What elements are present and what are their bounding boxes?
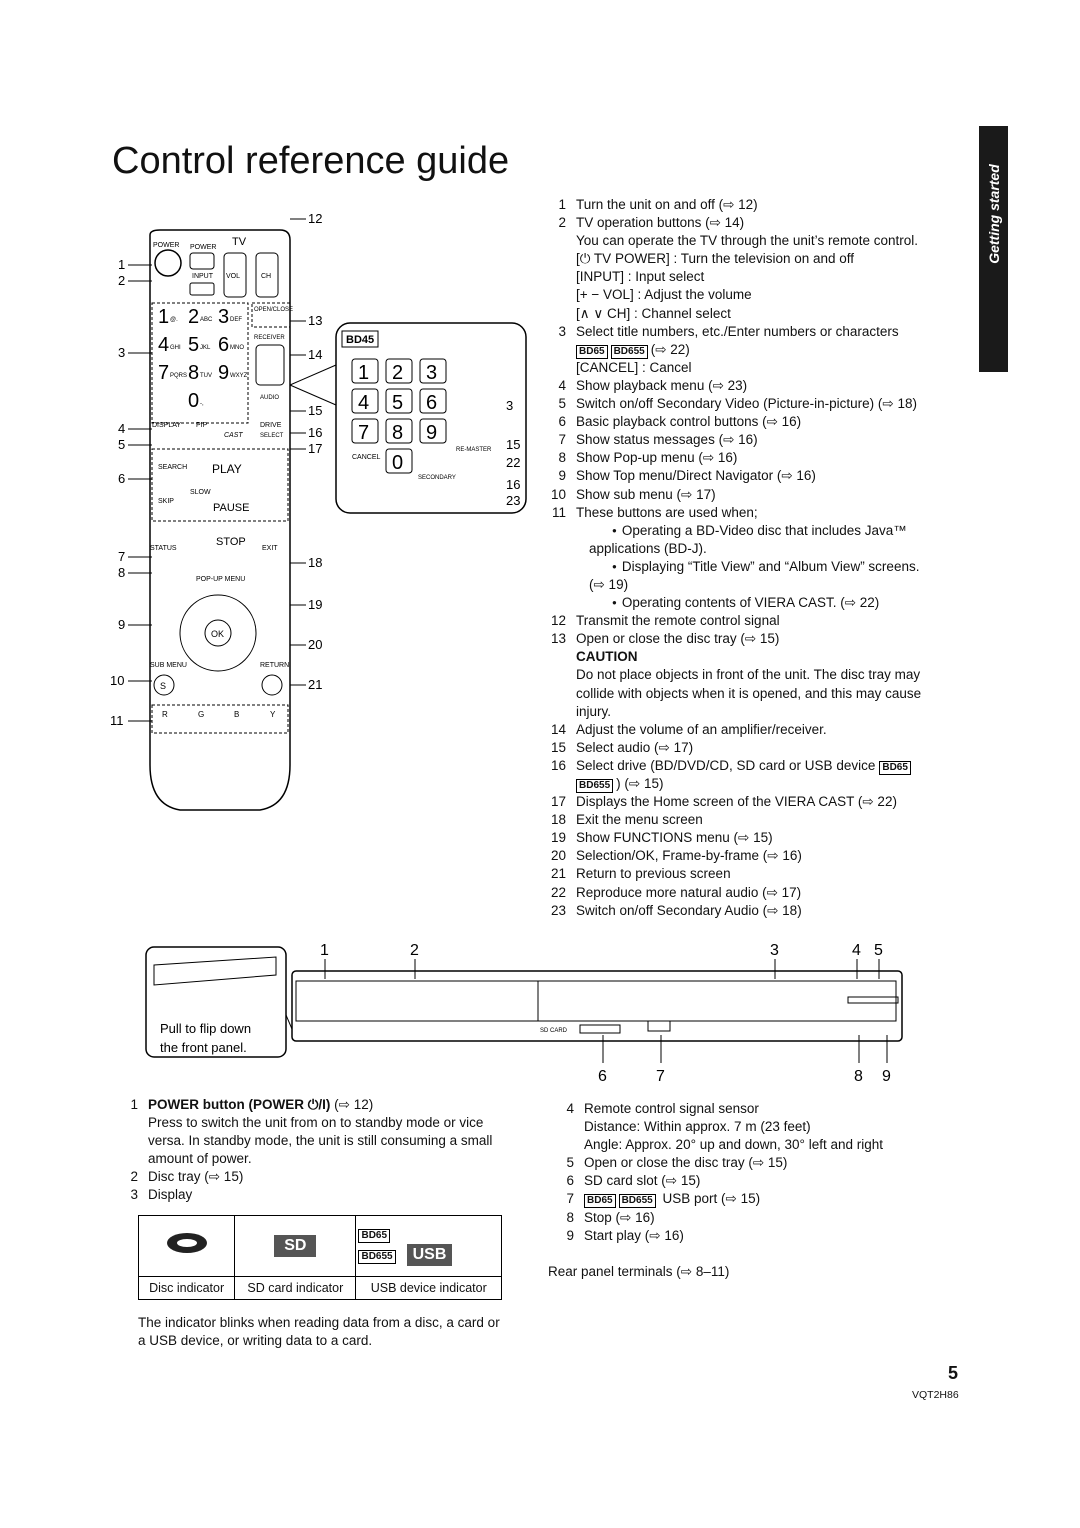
list-item — [540, 522, 952, 540]
item-number: 9 — [558, 468, 566, 484]
zoom-digit-key: 1 — [358, 362, 370, 384]
callout-right: 16 — [308, 425, 323, 440]
item-text: [∧ ∨ CH] : Channel select — [576, 305, 731, 321]
btn-open-close: OPEN/CLOSE — [254, 307, 294, 313]
item-text: Select audio (⇨ 17) — [576, 739, 694, 755]
item-text: Switch on/off Secondary Audio (⇨ 18) — [576, 902, 802, 918]
zoom-cancel: CANCEL — [352, 454, 381, 461]
callout-right: 21 — [308, 677, 323, 692]
callout-zoom: 16 — [506, 477, 521, 492]
item-number: 13 — [550, 631, 566, 647]
zoom-remaster: RE-MASTER — [456, 447, 492, 453]
sd-indicator-cell — [235, 1215, 356, 1276]
front-callout-bottom: 8 — [854, 1068, 863, 1085]
btn-y: Y — [270, 710, 276, 719]
list-item — [540, 250, 952, 268]
btn-pip: PIP — [196, 422, 208, 429]
btn-ch: CH — [261, 273, 272, 280]
disc-tray-item: Disc tray (⇨ 15) — [148, 1169, 244, 1185]
digit-letters: DEF — [230, 317, 242, 323]
item-number — [540, 594, 576, 612]
list-item — [540, 486, 952, 504]
front-callout-bottom: 9 — [882, 1068, 891, 1085]
callout-left: 11 — [110, 713, 124, 728]
list-item — [540, 612, 952, 630]
digit-key: 0 — [188, 390, 200, 412]
btn-stop: STOP — [216, 536, 246, 548]
item-number — [540, 359, 576, 377]
item-text: [+ − VOL] : Adjust the volume — [576, 287, 752, 303]
item-text: [⏻ TV POWER] : Turn the television on and off — [576, 251, 855, 267]
callout-right: 13 — [308, 313, 323, 328]
list-item — [540, 341, 952, 359]
bd45-zoom-panel — [336, 323, 526, 513]
callouts-left — [110, 257, 152, 728]
callout-left: 6 — [118, 471, 126, 486]
list-item — [540, 467, 952, 485]
inset-caption-2: the front panel. — [160, 1040, 247, 1055]
item-text: BD65 BD655 (⇨ 22) — [576, 341, 952, 359]
digit-letters: @. — [170, 317, 178, 323]
front-callout-top: 2 — [410, 942, 419, 959]
callout-right: 20 — [308, 637, 323, 652]
list-item — [540, 829, 952, 847]
doc-code: VQT2H86 — [912, 1389, 959, 1401]
list-item — [540, 413, 952, 431]
item-text: BD655 ) (⇨ 15) — [576, 775, 952, 793]
item-text: Switch on/off Secondary Video (Picture-in-picture) (⇨ 18) — [576, 396, 917, 412]
item-text: Show sub menu (⇨ 17) — [576, 486, 716, 502]
list-item — [540, 377, 952, 395]
item-number: 19 — [550, 830, 566, 846]
btn-ok: OK — [211, 629, 225, 639]
callouts-zoom — [506, 398, 520, 508]
item-text: [INPUT] : Input select — [576, 269, 705, 285]
list-item — [540, 359, 952, 377]
list-item — [540, 648, 952, 666]
zoom-digit-key: 0 — [392, 452, 404, 474]
list-item — [540, 902, 952, 920]
front-callout-bottom: 7 — [656, 1068, 665, 1085]
item-number: 1 — [130, 1097, 138, 1112]
item-number: 22 — [550, 884, 566, 900]
digit-letters: PQRS — [170, 373, 188, 379]
digit-key: 5 — [188, 334, 200, 356]
callout-right: 12 — [308, 211, 323, 226]
item-text: (⇨ 19) — [589, 576, 629, 592]
item-text: You can operate the TV through the unit’s remote control. — [576, 233, 918, 249]
item-number: 4 — [558, 377, 566, 393]
btn-sub-menu: SUB MENU — [150, 662, 187, 669]
list-item — [540, 884, 952, 902]
item-number — [540, 775, 576, 793]
item-text: Select title numbers, etc./Enter numbers or characters — [576, 323, 899, 339]
callout-right: 14 — [308, 347, 323, 362]
callout-zoom: 3 — [506, 398, 514, 413]
digit-key: 9 — [218, 362, 230, 384]
item-number: 10 — [550, 486, 566, 502]
item-text: These buttons are used when; — [576, 504, 758, 520]
callout-zoom: 22 — [506, 455, 521, 470]
item-number: 2 — [130, 1169, 138, 1185]
zoom-label: BD45 — [346, 334, 375, 346]
item-text: Transmit the remote control signal — [576, 613, 780, 629]
callout-left: 3 — [118, 345, 126, 360]
item-number: 23 — [550, 902, 566, 918]
item-number: 16 — [550, 757, 566, 773]
item-text: Exit the menu screen — [576, 812, 703, 828]
item-text: Return to previous screen — [576, 866, 731, 882]
btn-audio: AUDIO — [260, 395, 280, 401]
btn-tv: TV — [232, 236, 247, 248]
item-text: CAUTION — [576, 649, 638, 665]
callout-zoom: 15 — [506, 437, 521, 452]
list-item — [540, 395, 952, 413]
btn-s: S — [160, 681, 167, 691]
btn-display: DISPLAY — [152, 422, 182, 429]
item-number: 17 — [550, 794, 566, 810]
digit-key: 3 — [218, 306, 230, 328]
list-item — [540, 865, 952, 883]
callout-left: 5 — [118, 437, 126, 452]
item-text: Adjust the volume of an amplifier/receiver. — [576, 721, 827, 737]
usb-icon: USB — [407, 1244, 453, 1266]
digit-letters: ABC — [200, 317, 213, 323]
item-number: 8 — [558, 450, 566, 466]
btn-g: G — [198, 710, 205, 719]
item-text: Show status messages (⇨ 16) — [576, 432, 758, 448]
item-number — [540, 305, 576, 323]
item-text: Turn the unit on and off (⇨ 12) — [576, 197, 758, 212]
indicator-note: The indicator blinks when reading data from a disc, a card or a USB device, or writing data to a card. — [138, 1314, 500, 1348]
digit-key: 6 — [218, 334, 230, 356]
btn-status: STATUS — [150, 545, 177, 552]
btn-pause: PAUSE — [213, 502, 250, 514]
page-number: 5 — [948, 1363, 959, 1383]
item-number: 1 — [558, 197, 566, 212]
callout-left: 4 — [118, 421, 126, 436]
item-number: 20 — [550, 848, 566, 864]
digit-key: 7 — [158, 362, 170, 384]
list-item — [540, 775, 952, 793]
callout-right: 19 — [308, 597, 323, 612]
zoom-digit-key: 8 — [392, 422, 404, 444]
item-number: 3 — [558, 323, 566, 339]
list-item — [540, 793, 952, 811]
item-number: 3 — [130, 1187, 138, 1203]
power-button-title: POWER button (POWER ⏻/I) — [148, 1097, 331, 1112]
disc-indicator-label: Disc indicator — [139, 1276, 235, 1299]
callout-right: 18 — [308, 555, 323, 570]
digit-key: 1 — [158, 306, 170, 328]
btn-tv-power: POWER — [190, 244, 217, 251]
list-item — [540, 721, 952, 739]
item-text: [CANCEL] : Cancel — [576, 359, 692, 375]
item-number — [540, 576, 576, 594]
btn-exit: EXIT — [262, 545, 278, 552]
item-number: 14 — [550, 721, 566, 737]
list-item — [540, 286, 952, 304]
btn-b: B — [234, 710, 240, 719]
front-callouts-bottom — [598, 1035, 891, 1085]
list-item — [540, 739, 952, 757]
item-number — [540, 341, 576, 359]
btn-receiver: RECEIVER — [254, 335, 285, 341]
zoom-digit-key: 7 — [358, 422, 370, 444]
item-text: Show FUNCTIONS menu (⇨ 15) — [576, 830, 773, 846]
callout-zoom: 23 — [506, 493, 521, 508]
item-text: Show Top menu/Direct Navigator (⇨ 16) — [576, 468, 816, 484]
usb-indicator-cell: BD65 BD655 USB — [356, 1215, 502, 1276]
page-title: Control reference guide — [112, 140, 510, 182]
btn-select: SELECT — [260, 433, 284, 439]
btn-popup: POP-UP MENU — [196, 576, 246, 583]
list-item — [540, 703, 952, 721]
rear-panel-ref: Rear panel terminals (⇨ 8–11) — [548, 1263, 730, 1279]
item-text: ● Displaying “Title View” and “Album View” screens. — [576, 558, 952, 576]
inset-caption-1: Pull to flip down — [160, 1021, 252, 1036]
list-item — [540, 196, 952, 214]
front-callout-top: 4 — [852, 942, 861, 959]
digit-letters: TUV — [200, 373, 212, 379]
list-item — [540, 504, 952, 522]
callout-right: 15 — [308, 403, 323, 418]
item-text: injury. — [576, 703, 612, 719]
disc-indicator-cell — [139, 1215, 235, 1276]
item-number — [540, 286, 576, 304]
list-item — [540, 232, 952, 250]
item-number — [540, 232, 576, 250]
item-number: 11 — [551, 504, 566, 520]
item-number — [540, 685, 576, 703]
list-item — [540, 630, 952, 648]
front-panel-descriptions-left: 1 POWER button (POWER ⏻/I) (⇨ 12) Press to switch the unit from on to standby mode or vice versa. In standby mode, the unit is still consuming a small amount of power. 2 Disc tray (⇨ 15) 3 Display SD BD65 BD655 USB Disc indicator SD card indicator USB device indicator The indicator blinks when reading data from a disc, a card or a USB device, or writing data to a card. — [112, 1096, 507, 1350]
callout-left: 9 — [118, 617, 126, 632]
list-item — [540, 666, 952, 684]
sd-icon: SD — [274, 1235, 316, 1257]
list-item — [540, 268, 952, 286]
item-text: Selection/OK, Frame-by-frame (⇨ 16) — [576, 848, 802, 864]
list-item — [540, 323, 952, 341]
list-item — [540, 449, 952, 467]
callouts-right — [290, 211, 322, 692]
display-item: Display — [148, 1187, 193, 1203]
zoom-secondary: SECONDARY — [418, 475, 456, 481]
btn-cast: CAST — [224, 432, 243, 439]
btn-vol: VOL — [226, 273, 241, 280]
front-callout-bottom: 6 — [598, 1068, 607, 1085]
digit-letters: MNO — [230, 345, 244, 351]
btn-search: SEARCH — [158, 464, 188, 471]
btn-skip: SKIP — [158, 498, 174, 505]
digit-key: 4 — [158, 334, 170, 356]
item-number: 7 — [558, 432, 566, 448]
item-text: Basic playback control buttons (⇨ 16) — [576, 414, 802, 430]
callout-left: 1 — [118, 257, 126, 272]
item-text: collide with objects when it is opened, and this may cause — [576, 685, 922, 701]
item-text: Open or close the disc tray (⇨ 15) — [576, 631, 780, 647]
callout-right: 17 — [308, 441, 323, 456]
zoom-digit-key: 2 — [392, 362, 404, 384]
item-text: Select drive (BD/DVD/CD, SD card or USB device BD65 — [576, 757, 952, 775]
item-number — [540, 558, 576, 576]
front-callout-top: 3 — [770, 942, 779, 959]
digit-letters: WXYZ — [230, 373, 248, 379]
list-item — [540, 594, 952, 612]
item-number — [540, 250, 576, 268]
list-item — [540, 757, 952, 775]
indicator-table — [138, 1215, 502, 1300]
section-tab-label: Getting started — [986, 164, 1002, 264]
digit-letters: -, — [200, 401, 204, 407]
front-panel-illustration — [140, 935, 910, 1085]
item-number: 6 — [558, 414, 566, 430]
power-button-desc: Press to switch the unit from on to standby mode or vice versa. In standby mode, the unit is still consuming a small amount of power. — [148, 1115, 493, 1167]
item-number: 21 — [550, 866, 566, 882]
digit-letters: GHI — [170, 345, 181, 351]
list-item — [540, 431, 952, 449]
control-list — [540, 196, 952, 920]
zoom-digit-key: 4 — [358, 392, 370, 414]
item-number — [540, 268, 576, 286]
item-number: 18 — [550, 812, 566, 828]
callout-left: 2 — [118, 273, 126, 288]
callout-left: 10 — [110, 673, 125, 688]
btn-drive: DRIVE — [260, 422, 282, 429]
remote-control-illustration — [110, 205, 530, 825]
item-text: Reproduce more natural audio (⇨ 17) — [576, 884, 802, 900]
item-number — [540, 666, 576, 684]
digit-key: 8 — [188, 362, 200, 384]
btn-r: R — [162, 710, 168, 719]
callout-left: 7 — [118, 549, 126, 564]
btn-power: POWER — [153, 242, 180, 249]
usb-indicator-label: USB device indicator — [356, 1276, 502, 1299]
list-item — [540, 685, 952, 703]
list-item — [540, 214, 952, 232]
list-item — [540, 811, 952, 829]
item-number — [540, 540, 576, 558]
section-tab — [979, 126, 1008, 372]
btn-input: INPUT — [192, 273, 213, 280]
item-text: Show Pop-up menu (⇨ 16) — [576, 450, 738, 466]
item-number — [540, 522, 576, 540]
btn-return: RETURN — [260, 662, 290, 669]
front-callout-top: 5 — [874, 942, 883, 959]
item-text: Do not place objects in front of the unit. The disc tray may — [576, 667, 921, 683]
item-text: Show playback menu (⇨ 23) — [576, 377, 748, 393]
sd-label: SD CARD — [540, 1028, 568, 1034]
item-text: ● Operating a BD-Video disc that includes Java™ — [576, 522, 952, 540]
item-number: 15 — [550, 739, 566, 755]
item-number: 5 — [558, 396, 566, 412]
digit-letters: JKL — [200, 345, 211, 351]
callout-left: 8 — [118, 565, 126, 580]
item-text: applications (BD-J). — [589, 540, 707, 556]
list-item — [540, 576, 952, 594]
item-text: Displays the Home screen of the VIERA CAST (⇨ 22) — [576, 794, 897, 810]
sd-indicator-label: SD card indicator — [235, 1276, 356, 1299]
item-number — [540, 703, 576, 721]
item-number: 12 — [550, 613, 566, 629]
list-item — [540, 847, 952, 865]
list-item — [540, 305, 952, 323]
btn-slow: SLOW — [190, 489, 211, 496]
digit-key: 2 — [188, 306, 200, 328]
zoom-digit-key: 6 — [426, 392, 438, 414]
zoom-digit-key: 5 — [392, 392, 404, 414]
zoom-digit-key: 3 — [426, 362, 438, 384]
list-item — [540, 540, 952, 558]
item-text: TV operation buttons (⇨ 14) — [576, 215, 745, 231]
list-item — [540, 558, 952, 576]
zoom-digit-key: 9 — [426, 422, 438, 444]
btn-play: PLAY — [212, 462, 242, 476]
item-number — [540, 648, 576, 666]
item-text: ● Operating contents of VIERA CAST. (⇨ 22) — [576, 594, 952, 612]
item-number: 2 — [558, 215, 566, 231]
front-callout-top: 1 — [320, 942, 329, 959]
front-panel-descriptions-right: 4 Remote control signal sensor Distance: Within approx. 7 m (23 feet) Angle: Approx. 20° up and down, 30° left and right 5 Open or close the disc tray (⇨ 15) 6 SD card slot (⇨ 15) 7 BD65 BD655 USB port (⇨ 15) 8 Stop (⇨ 16) 9 Start play (⇨ 16) Rear panel terminals (⇨ 8–11) — [548, 1100, 948, 1281]
